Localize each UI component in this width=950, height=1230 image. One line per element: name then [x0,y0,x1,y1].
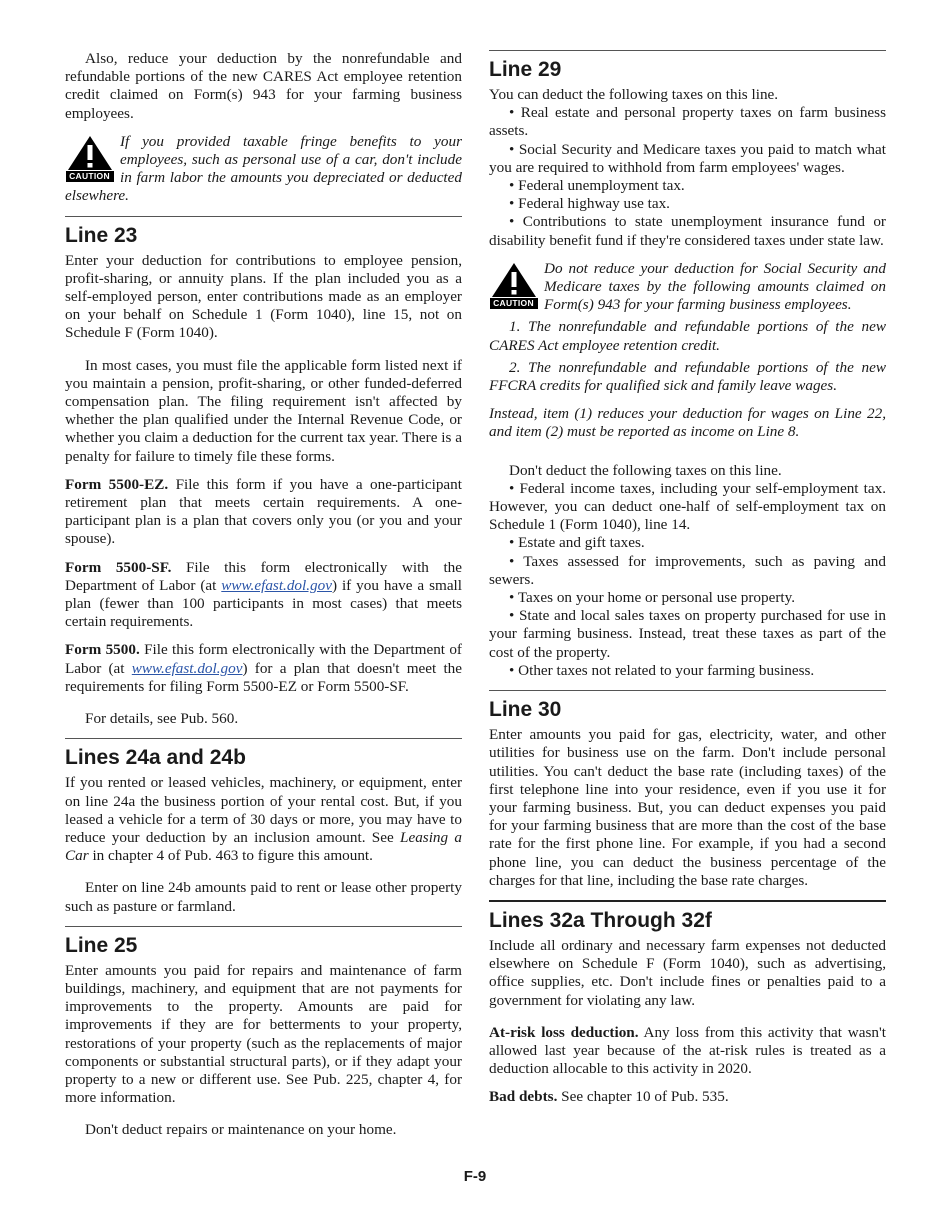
bullet-text: State and local sales taxes on property purchased for use in your farming business. Instead, treat these taxes as part of the cost of the property. [489,607,886,661]
caution-text: Do not reduce your deduction for Social Security and Medicare taxes by the following amounts claimed on Form(s) 943 for your farming business employees. [544,259,886,314]
bullet-text: Contributions to state unemployment insurance fund or disability benefit fund if they're considered taxes under state law. [489,213,886,249]
bullet-text: Federal unemployment tax. [518,177,685,195]
form-5500-ez-paragraph [65,476,462,549]
line23-paragraph-2: In most cases, you must file the applicable form listed next if you maintain a pension, profit-sharing, or other funded-deferred compensation plan. The filing requirement isn't affected by whether the plan qualified under the Internal Revenue Code, or whether you claim a deduction for the current tax year. There is a penalty for failure to timely file these forms. [65,356,462,465]
caution-label: CAUTION [66,171,114,182]
line25-paragraph-1: Enter amounts you paid for repairs and maintenance of farm buildings, machinery, and equipment that are not payments for improvements to the property. Amounts are paid for improvements if they are for betterments to your property, restorations of your property (such as the replacements of major components or substantial structural parts), or if they adapt your property to a new or different use. See Pub. 225, chapter 4, for more information. [65,961,462,1107]
form-5500-text-2: ) for a plan that doesn't meet the requirements for filing Form 5500-EZ or Form 5500-SF. [65,659,463,695]
section-divider [489,50,886,51]
heading-line-25: Line 25 [65,933,138,957]
at-risk-text: Any loss from this activity that wasn't allowed last year because of the at-risk rules is treated as a deduction allocable to this activity in 2020. [489,1023,886,1078]
caution-note-social-security [489,260,886,315]
deduct-bullet-item: • Federal highway use tax. [509,195,670,213]
dont-deduct-bullet-item: • Estate and gift taxes. [509,534,645,552]
line24-paragraph-1 [65,774,462,865]
form-5500-sf-text-2: ) if you have a small plan (fewer than 100 participants in most cases) that meets certain requirements. [65,576,462,631]
bullet-text: Social Security and Medicare taxes you paid to match what you are required to withhold from farm employees' wages. [489,140,886,176]
heading-line-23: Line 23 [65,223,138,247]
line24-text-a: If you rented or leased vehicles, machinery, or equipment, enter on line 24a the business portion of your rental cost. But, if you leased a vehicle for a term of 30 days or more, you may have to reduce your deduction by an inclusion amount. See [65,774,462,846]
caution-text: If you provided taxable fringe benefits to your employees, such as personal use of a car, don't include in farm labor the amounts you depreciated or deducted elsewhere. [65,132,462,205]
bad-debts-paragraph [489,1088,886,1106]
line23-paragraph-1: Enter your deduction for contributions to employee pension, profit-sharing, or annuity plans. If the plan included you as a self-employed person, enter contributions made as an employer on your behalf on Schedule 1 (Form 1040), line 15, not on Schedule F (Form 1040). [65,251,462,342]
leasing-a-car-reference: Leasing a Car [65,828,462,865]
form-5500-ez-text: File this form if you have a one-participant retirement plan that meets certain requirements. A one-participant plan is a plan that covers only you (or you and your spouse). [65,475,462,548]
deduct-bullet-item: • Federal unemployment tax. [509,177,685,195]
caution-item-1: 1. The nonrefundable and refundable portions of the new CARES Act employee retention credit. [489,318,886,354]
page-number: F-9 [463,1168,487,1185]
bullet-text: Other taxes not related to your farming business. [518,661,815,679]
line23-details: For details, see Pub. 560. [85,710,239,728]
warning-triangle-icon [490,262,538,298]
heading-line-29: Line 29 [489,58,562,81]
at-risk-paragraph [489,1024,886,1079]
caution-item-2: 2. The nonrefundable and refundable portions of the new FFCRA credits for qualified sick and family leave wages. [489,358,886,395]
caution-instead: Instead, item (1) reduces your deduction for wages on Line 22, and item (2) must be reported as income on Line 8. [489,405,886,441]
form-5500-text-1: File this form electronically with the Department of Labor (at [65,641,462,677]
bad-debts-label: Bad debts. [489,1088,558,1106]
deduct-bullet-item: • Real estate and personal property taxes on farm business assets. [489,104,886,140]
caution-note-fringe-benefits [65,133,462,206]
bullet-text: Real estate and personal property taxes on farm business assets. [489,104,886,140]
right-column [489,50,886,1107]
form-5500-paragraph [65,641,462,696]
line25-paragraph-2: Don't deduct repairs or maintenance on your home. [85,1121,397,1139]
warning-triangle-icon [66,135,114,171]
heading-lines-32a-32f: Lines 32a Through 32f [489,908,712,932]
left-column [65,50,462,1140]
line30-paragraph: Enter amounts you paid for gas, electricity, water, and other utilities for business use on the farm. Don't include personal utilities. You can't deduct the base rate (including taxes) of the first telephone line into your residence, even if you use it for your farming business. But, you can deduct expenses you paid for your farming business that are more than the cost of the base rate for the first phone line. For example, if you had a second phone line, you can deduct the business percentage of the charges for that line, including the base rate charges. [489,726,886,889]
section-divider [65,216,462,217]
form-5500-sf-text-1: File this form electronically with the Department of Labor (at [65,558,462,594]
paragraph-reduce-deduction: Also, reduce your deduction by the nonrefundable and refundable portions of the new CARES Act employee retention credit claimed on Form(s) 943 for your farming business employees. [65,50,462,122]
form-5500-sf-label: Form 5500-SF. [65,558,172,576]
bullet-text: Taxes on your home or personal use property. [517,589,795,607]
heading-line-30: Line 30 [489,698,562,722]
deduct-bullet-item: • Contributions to state unemployment insurance fund or disability benefit fund if they're considered taxes under state law. [489,213,886,249]
bullet-text: Federal income taxes, including your self-employment tax. However, you can deduct one-half of self-employment tax on Schedule 1 (Form 1040), line 14. [489,479,886,534]
section-divider [65,738,462,739]
dont-deduct-bullet-item: • Taxes assessed for improvements, such as paving and sewers. [489,552,886,588]
at-risk-label: At-risk loss deduction. [489,1023,639,1041]
deduct-bullet-item: • Social Security and Medicare taxes you paid to match what you are required to withhold from farm employees' wages. [489,140,886,176]
bad-debts-text: See chapter 10 of Pub. 535. [561,1088,729,1106]
dont-deduct-intro: Don't deduct the following taxes on this line. [509,461,782,479]
form-5500-label: Form 5500. [65,641,140,659]
dont-deduct-bullet-item: • State and local sales taxes on property purchased for use in your farming business. Instead, treat these taxes as part of the cost of the property. [489,607,886,661]
line24-text-b: in chapter 4 of Pub. 463 to figure this amount. [92,847,373,865]
dont-deduct-bullet-item: • Taxes on your home or personal use property. [509,589,795,607]
caution-symbol [489,262,538,311]
bullet-text: Federal highway use tax. [518,195,670,213]
section-divider [489,900,886,902]
section-divider [65,926,462,927]
caution-label: CAUTION [490,298,538,309]
bullet-text: Taxes assessed for improvements, such as paving and sewers. [489,552,886,588]
line32-paragraph: Include all ordinary and necessary farm expenses not deducted elsewhere on Schedule F (Form 1040), such as advertising, office supplies, etc. Don't include fines or penalties paid to a government for violating any law. [489,936,886,1009]
form-5500-sf-paragraph [65,559,462,632]
line29-intro: You can deduct the following taxes on this line. [489,86,779,103]
section-divider [489,690,886,691]
efast-link-5500[interactable]: www.efast.dol.gov [131,659,243,677]
line24-paragraph-2: Enter on line 24b amounts paid to rent or lease other property such as pasture or farmland. [65,879,462,915]
heading-lines-24a-24b: Lines 24a and 24b [65,746,246,770]
dont-deduct-bullet-item: • Federal income taxes, including your self-employment tax. However, you can deduct one-half of self-employment tax on Schedule 1 (Form 1040), line 14. [489,479,886,534]
efast-link-sf[interactable]: www.efast.dol.gov [221,576,332,594]
dont-deduct-bullet-item: • Other taxes not related to your farming business. [509,661,815,679]
form-5500-ez-label: Form 5500-EZ. [65,475,169,493]
caution-symbol [65,135,114,184]
bullet-text: Estate and gift taxes. [518,534,645,552]
